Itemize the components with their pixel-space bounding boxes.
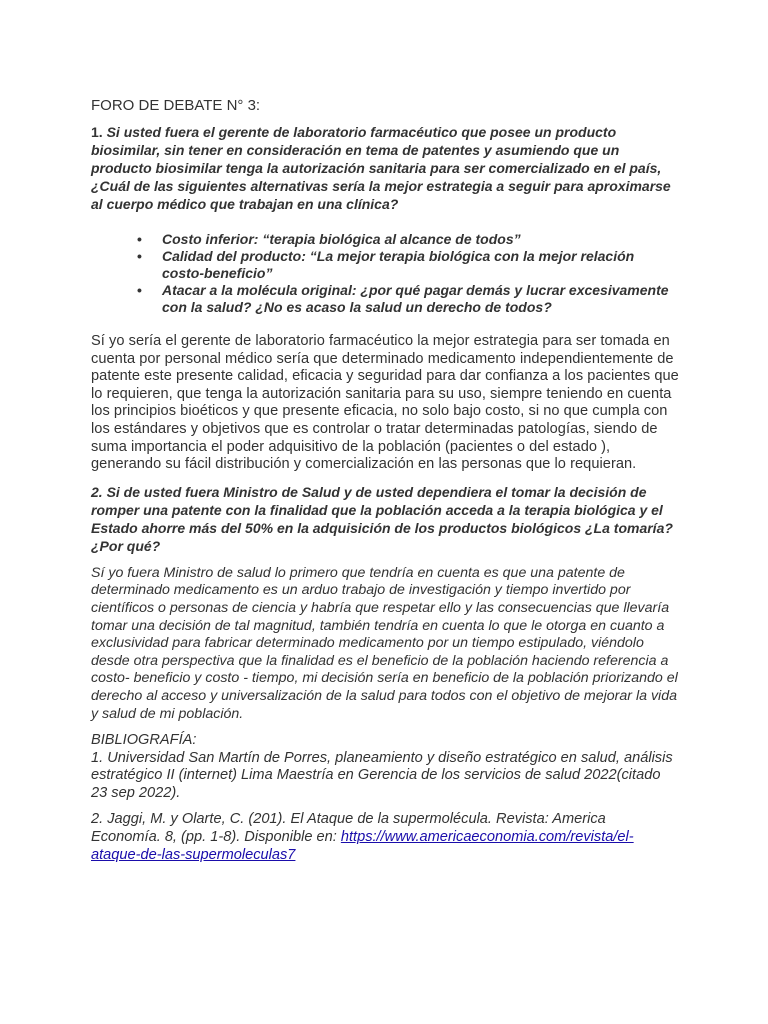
reference-1: 1. Universidad San Martín de Porres, planeamiento y diseño estratégico en salud, análisis estratégico II (internet) Lima Maestría en Gerencia de los servicios de salud 2022(citado 23 sep 2022). [91, 749, 673, 801]
question-1-number: 1. [91, 124, 103, 140]
list-item [137, 248, 679, 282]
reference-2-text: 2. Jaggi, M. y Olarte, C. (201). El Ataque de la supermolécula. Revista: America Economía. 8, (pp. 1-8). Disponible en: [91, 811, 606, 846]
bibliography-heading: BIBLIOGRAFÍA: [91, 732, 197, 749]
list-item [137, 231, 679, 248]
bullet-icon: • [137, 282, 142, 298]
question-1-text: Si usted fuera el gerente de laboratorio farmacéutico que posee un producto biosimilar, sin tener en consideración en tema de patentes y asumiendo que un producto biosimilar tenga la autorización sanitaria para ser comercializado en el país, ¿Cuál de las siguientes alternativas sería la mejor estrategia a seguir para aproximarse al cuerpo médico que trabajan en una clínica? [91, 124, 671, 212]
bullet-icon: • [137, 231, 142, 247]
answer-2: Sí yo fuera Ministro de salud lo primero que tendría en cuenta es que una patente de determinado medicamento es un arduo trabajo de investigación y tiempo invertido por científicos o personas de ciencia y habría que respetar ello y las consecuencias que llevaría tomar una decisión de tal magnitud, también tendría en cuenta lo que le otorga en cuanto a exclusividad para fabricar determinado medicamento por un tiempo estipulado, viéndolo desde otra perspectiva que la finalidad es el beneficio de la población haciendo referencia a costo- beneficio y costo - tiempo, mi decisión sería en beneficio de la población priorizando el derecho al acceso y universalización de la salud para todos con el objetivo de mejorar la vida y salud de mi población. [91, 564, 678, 722]
option-text: Calidad del producto: “La mejor terapia biológica con la mejor relación costo-beneficio” [162, 248, 635, 281]
option-text: Atacar a la molécula original: ¿por qué pagar demás y lucrar excesivamente con la salud? ¿No es acaso la salud un derecho de todos? [162, 282, 669, 315]
reference-2 [91, 811, 679, 864]
reference-2-link[interactable]: https://www.americaeconomia.com/revista/el-ataque-de-las-supermoleculas7 [91, 829, 634, 863]
bullet-icon: • [137, 248, 142, 264]
page-title: FORO DE DEBATE N° 3: [91, 97, 261, 114]
option-text: Costo inferior: “terapia biológica al alcance de todos” [162, 231, 521, 247]
document-body [91, 96, 679, 873]
question-2: 2. Si de usted fuera Ministro de Salud y de usted dependiera el tomar la decisión de romper una patente con la finalidad que la población acceda a la terapia biológica y el Estado ahorre más del 50% en la adquisición de los productos biológicos ¿La tomaría? ¿Por qué? [91, 483, 673, 554]
answer-1: Sí yo sería el gerente de laboratorio farmacéutico la mejor estrategia para ser tomada en cuenta por personal médico sería que determinado medicamento independientemente de patente este presente calidad, eficacia y seguridad para dar confianza a los pacientes que lo requieren, que tenga la autorización sanitaria para su uso, siempre teniendo en cuenta los principios bioéticos y que presente eficacia, no solo bajo costo, si no que cumpla con los estándares y objetivos que es controlar o tratar determinadas patologías, siendo de suma importancia el poder adquisitivo de la población (pacientes o del estado ), generando su fácil distribución y comercialización en las personas que lo requieran. [91, 333, 679, 473]
options-list [91, 231, 679, 316]
question-1 [91, 123, 679, 213]
list-item [137, 282, 679, 316]
